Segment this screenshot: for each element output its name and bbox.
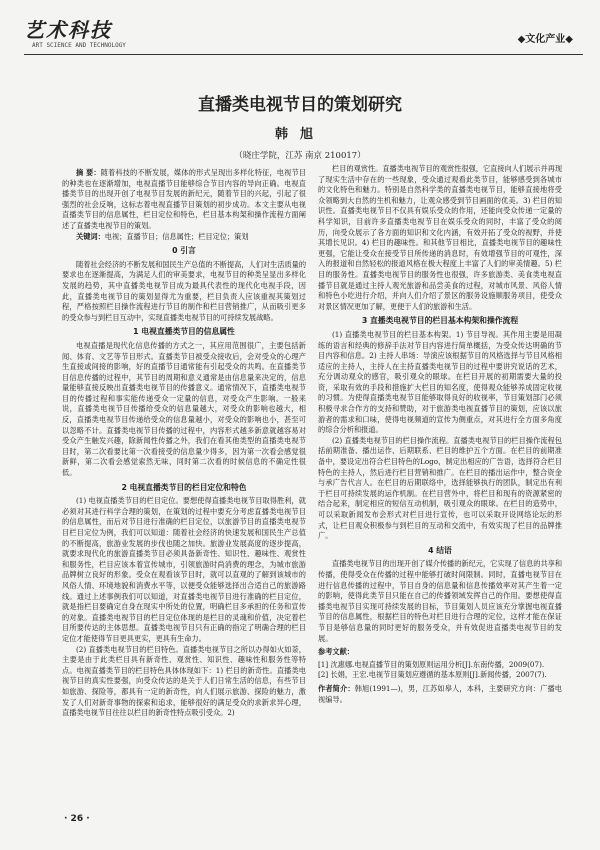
author-bio-text: 韩旭(1991—)，男，江苏如皋人，本科，主要研究方向：广播电视编导。 [318,683,562,704]
abstract-label: 摘 要： [76,168,101,177]
abstract [62,168,306,242]
paragraph-3b: (2) 直播类电视节目的栏目操作流程。直播类电视节目的栏目操作流程包括前期准备、播出运作、后期联系、栏目的维护五个方面。在栏目的前期准备中，要设定出符合栏目特色的Logo，制定出相应的广告语，选择符合栏目特色的主持人，然后进行栏目营销和推广。在栏目的播出运作中，整合资金与承广告代言人。在栏目的后期联络中，选择能够执行的团队，制定出有利于栏目可持续发展的运作机制。在栏目营外中，将栏目和现有的资源紧密的结合起来，制定相应的短信互动机制，吸引观众的眼球。在栏目的造势中，可以采取新闻发布会形式对栏目进行宣传，也可以采取开设网络论坛的形式，让栏目观众积极参与到栏目的互动和交流中，有效实现了栏目的品牌推广。 [318,435,562,541]
keywords-paragraph [62,232,306,243]
paragraph-continued: 栏目的观赏性。直播类电视节目的观赏性很强，它直接向人们展示并再现了现实生活中存在的一些现象，受众通过观看此类节目，能够感受到各城市的文化特色和魅力。特别是自然科学类的直播类电视节目，能够直接地将受众领略到大自然的生机和魅力，让观众感受到节目画面的优美。3) 栏目的知识性。直播类电视节目不仅具有娱乐受众的作用，还能向受众传递一定量的科学知识，目前许多直播类电视节目在娱乐受众的同时，丰富了受众的阅历，向受众展示了各方面的知识和文化内涵，有效开拓了受众的视野，并使其增长见识。4) 栏目的趣味性。和其他节目相比，直播类电视节目的趣味性更强，它能让受众在接受节目所传递的消息时，有效增强节目的可观性，深入的报道和自然轻松的报道风格在极大程度上丰富了人们的审美情趣。5) 栏目的服务性。直播类电视节目的服务性也很强，许多旅游类、美食类电视直播节目就是通过主持人观光旅游和品尝美食的过程，对城市风景、风俗人情和特色小吃进行介绍，并向人们介绍了景区的服务设施顺服务项目，使受众对景区情况更加了解，更便于人们的旅游和生活。 [318,164,563,311]
abstract-paragraph [62,168,306,232]
references [318,647,562,681]
left-column [62,168,306,719]
keywords-label: 关键词： [76,231,105,241]
abstract-text: 随着科技的不断发展，媒体的形式呈现出多样化特征，电视节目的种类也在逐渐增加，电视直播节目能够综合节目内容的导向正确。电视直播类节目的出现开创了电视节目发展的新纪元，随着节目的兴起，引起了很强烈的社会反响，这标志着电视直播节目策划的初步成功。本文主要从电视直播类节目的信息属性，栏目定位和特色，栏目基本构架和操作流程方面阐述了直播类电视节目的策划。 [62,168,306,230]
journal-header [18,10,583,70]
references-title: 参考文献： [318,647,354,657]
section-heading-3: 3 直播类电视节目的栏目基本构架和操作流程 [361,316,519,326]
paragraph-intro: 随着社会经济的不断发展和国民生产总值的不断提高，人们对生活质量的要求也在逐渐提高，为满足人们的审美要求，电视节目的种类呈显出多样化发展的趋势，其中直播类电视节目成为最具代表性的现代化电视手段，因此，直播类电视节目的策划显得尤为重要，栏目负责人应该重视其策划过程，严格按照栏目操作流程进行节目的制作和栏目营销推广，从而吸引更多的受众参与到栏目互动中，实现直播类电视节目的可持续发展战略。 [62,259,307,322]
section-tag: ◆文化产业◆ [517,34,573,45]
page-number: · 26 · [64,814,90,824]
paragraph-2a: (1) 电视直播类节目的栏目定位。要想使得直播类电视节目取得胜利，就必须对其进行科学合理的策划，在策划的过程中要充分考虑直播类电视节目的信息属性，而后对节目进行准确的栏目定位，以旅游节目的直播类电视节目栏目定位为例，我们可以知道：随着社会经济的快速发展和国民生产总值的不断提高，旅游业发展的步伐也随之加快。旅游业发展高度的逐步提高，就要求现代化的旅游直播类节目必须具备新奇性、知识性、趣味性、观赏性和服务性，栏目应该本着宣传城市，引领旅游时尚消费的理念，为城市旅游品牌树立良好的形象。受众在观看该节目时，就可以直观的了解到该城市的风俗人情、环境地貌和消费水平等，以便受众能够选择出合适自己的旅游路线。通过上述事例我们可以知道，对直播类电视节目进行准确的栏目定位，就是指栏目要确定自身在现实中所处的位置，明确栏目多承担的任务和宣传的对象。直播类电视节目的栏目定位体现的是栏目的灵魂和价值，决定着栏目所要传达的主体思想。直播类电视节目只有正确的指定了明确合理的栏目定位才能使得节目更具更实，更具有生命力。 [62,496,306,643]
paragraph-3a: (1) 直播类电视节目的栏目基本构架。1) 节目导视。其作用主要是用凝练的语言和经典的修辞手法对节目内容进行简单概括，为受众传达明确的节目内容和信息。2) 主持人串场：导演应该根据节目的风格选择与节目风格相适应的主持人，主持人在主持直播类电视节目的过程中要讲究说话的艺术，充分调动观众的感官，吸引观众的眼球。在栏目开展的初期需要大量的投资，采取有效的手段和措施扩大栏目的知名度，使得观众能够养成固定收视的习惯。为使得直播类电视节目能够取得良好的收视率，节目策划部门必须积极寻求合作方的支持和赞助，对于旅游类电视直播节目的策划，应该以旅游者的需求和口味，使得电视频道的宣传为侧重点，对其进行全方面多角度的综合分析和报道。 [318,329,562,435]
section-heading-4: 4 结语 [428,545,452,555]
section-heading-1: 1 电视直播类节目的信息属性 [133,327,235,337]
header-divider [24,54,583,55]
reference-item: [2] 长娟，王宏.电视节目策划应遵循的基本原则[J].新闻传播，2007(7). [318,670,547,680]
author-bio-label: 作者简介： [318,683,355,693]
journal-logo: 艺术科技 [24,18,112,42]
reference-item: [1] 沈惠娜.电视直播节目的策划原则运用分析[J].东南传播，2009(07). [318,659,545,669]
section-heading-intro: 0 引言 [172,246,196,256]
section-heading-2: 2 电视直播类节目的栏目定位和特色 [121,482,247,492]
article-title: 直播类电视节目的策划研究 [198,95,402,115]
paragraph-2b: (2) 直播类电视节目的栏目特色。直播类电视节目之所以办得如火如荼，主要是由于此类栏目具有新奇性、观赏性、知识性、趣味性和服务性等特点。电视直播类节目的栏目特色具体体现如下：1) 栏目的新奇性。直播类电视节目的真实性要强，向受众传达的是关于人们日常生活的信息，有些节目如旅游、探险等，都具有一定的新奇性，向人们展示旅游、探险的魅力，激发了人们对新奇事物的探索和追求，能够很好的满足受众的求新求异心理，直播类电视节目往往以栏目的新奇性特点吸引受众。2) [62,644,306,718]
paragraph-1: 电视直播是现代化信息传播的方式之一，其应用范围很广，主要包括新闻、体育、文艺等节目形式。直播类节目被受众接收后，会对受众的心理产生直接或间接的影响，好的直播节目通常能有引起受众的共鸣。在直播类节目信息传播的过程中，其节目的周期和意义通常是由信息量来决定的，信息量能够直接反映出直播类电视节目的传播意义。通常情况下，直播类电视节目的传播过程和事实能传递受众一定量的信息，对受众产生影响。一般来说，直播类电视节目传播给受众的信息量越大，对受众的影响也越大，相反，直播类电视节目传递给受众的信息量越小，对受众的影响也小，甚至可以忽略不计。直播类电视节目传播的过程中，内容形式越多新意就越容易对受众产生触发兴趣，除新闻性传播之外，我们在看其他类型的直播类电视节目时，第二次看要比第一次看接受的信息量少得多，因为第一次看会感觉很新鲜，第二次看会感觉索然无味，同时第二次看的时候信息的不确定性很低。 [62,340,306,478]
journal-logo-subtext: ART SCIENCE AND TECHNOLOGY [32,42,126,49]
author-bio [318,684,562,705]
article-author: 韩旭 [274,127,325,142]
right-column [318,164,562,705]
keywords-text: 电视；直播节目；信息属性；栏目定位；策划 [104,231,249,241]
paragraph-4: 直播类电视节目的出现开创了媒介传播的新纪元，它实现了信息的共享和传播，使得受众在传播的过程中能够打破时间限制。同时，直播电视节目在进行信息传播的过程中，节目自身的信息量和信息传播效率对其产生着一定的影响，使得此类节目只能在自己的传播领域发挥自己的作用。要想使得直播类电视节目实现可持续发展的目标，节目策划人员应该充分掌握电视直播节目的信息属性，根据栏目的特色对栏目进行合理的定位，这样才能在保证节目是够信息量的同时更好的服务受众，并有效促进直播类电视节目的发展。 [318,559,563,643]
author-affiliation: （晓庄学院，江苏 南京 210017） [234,151,366,161]
